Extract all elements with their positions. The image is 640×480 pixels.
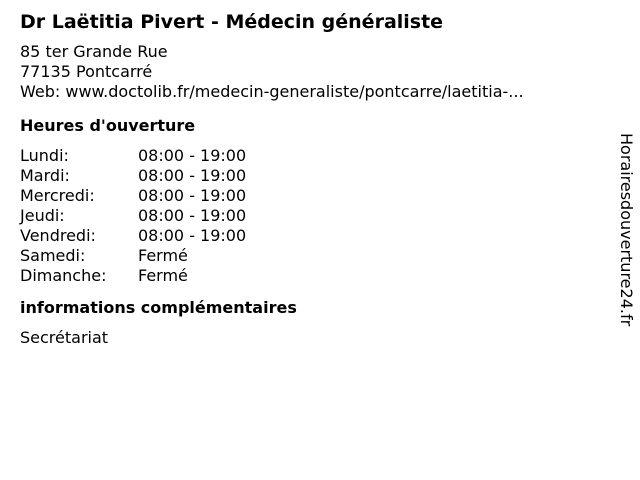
address-street: 85 ter Grande Rue	[20, 42, 168, 61]
website-link[interactable]: Web: www.doctolib.fr/medecin-generaliste/pontcarre/laetitia-...	[20, 82, 524, 101]
site-watermark: Horairesdouverture24.fr	[617, 133, 636, 327]
page-title: Dr Laëtitia Pivert - Médecin généraliste	[20, 11, 444, 33]
hours-value: 08:00 - 19:00	[138, 226, 247, 245]
hours-value: 08:00 - 19:00	[138, 186, 247, 205]
day-label: Samedi:	[20, 246, 86, 265]
hours-row	[20, 266, 600, 286]
hours-value: 08:00 - 19:00	[138, 166, 247, 185]
address-city: 77135 Pontcarré	[20, 62, 153, 81]
hours-row	[20, 186, 600, 206]
hours-value: Fermé	[138, 246, 188, 265]
hours-value: 08:00 - 19:00	[138, 206, 247, 225]
opening-hours-table	[20, 146, 600, 286]
hours-row	[20, 146, 600, 166]
hours-value: Fermé	[138, 266, 188, 285]
day-label: Mardi:	[20, 166, 70, 185]
hours-row	[20, 246, 600, 266]
day-label: Vendredi:	[20, 226, 96, 245]
day-label: Lundi:	[20, 146, 69, 165]
additional-info-heading: informations complémentaires	[20, 298, 297, 317]
day-label: Dimanche:	[20, 266, 107, 285]
hours-row	[20, 206, 600, 226]
business-listing	[20, 10, 600, 348]
hours-row	[20, 226, 600, 246]
day-label: Mercredi:	[20, 186, 95, 205]
hours-value: 08:00 - 19:00	[138, 146, 247, 165]
day-label: Jeudi:	[20, 206, 65, 225]
additional-info-text: Secrétariat	[20, 328, 109, 347]
opening-hours-heading: Heures d'ouverture	[20, 116, 196, 135]
hours-row	[20, 166, 600, 186]
